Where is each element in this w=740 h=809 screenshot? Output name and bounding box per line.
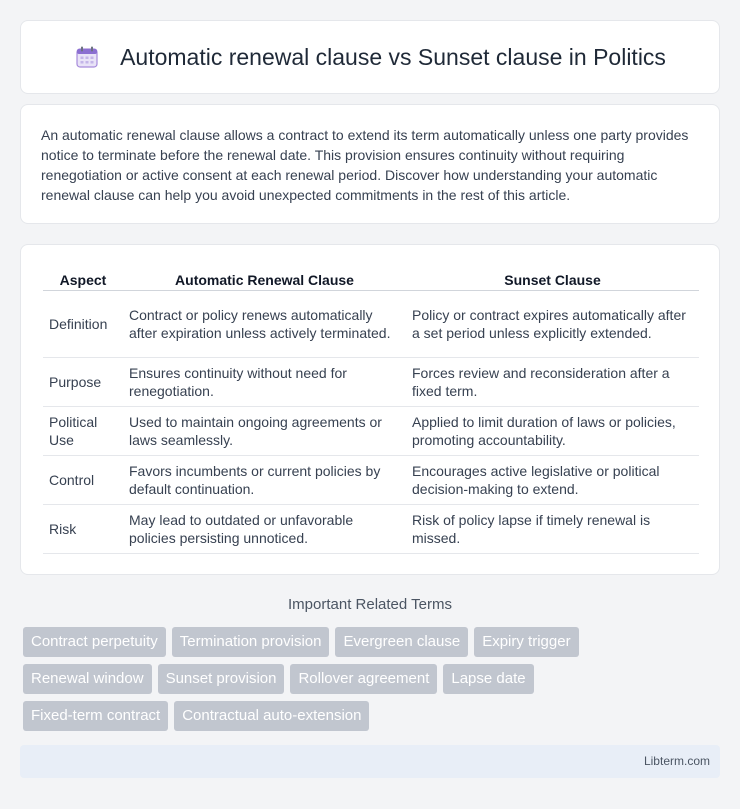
header-aspect: Aspect <box>43 267 123 291</box>
table-row <box>43 291 699 358</box>
intro-card <box>20 104 720 224</box>
table-row <box>43 407 699 456</box>
sunset-cell: Applied to limit duration of laws or policies, promoting accountability. <box>406 407 699 456</box>
related-terms-title: Important Related Terms <box>288 596 452 613</box>
table-row <box>43 505 699 554</box>
tag-contractual-auto-extension[interactable]: Contractual auto-extension <box>174 701 369 731</box>
renewal-cell: May lead to outdated or unfavorable policies persisting unnoticed. <box>123 505 406 554</box>
tag-sunset-provision[interactable]: Sunset provision <box>158 664 285 694</box>
aspect-cell: Political Use <box>43 407 123 456</box>
tag-row <box>23 701 723 731</box>
sunset-cell: Forces review and reconsideration after a fixed term. <box>406 358 699 407</box>
tag-fixed-term-contract[interactable]: Fixed-term contract <box>23 701 168 731</box>
tag-renewal-window[interactable]: Renewal window <box>23 664 152 694</box>
footer <box>20 745 720 778</box>
renewal-cell: Used to maintain ongoing agreements or laws seamlessly. <box>123 407 406 456</box>
intro-text: An automatic renewal clause allows a contract to extend its term automatically unless one party provides notice to terminate before the renewal date. This provision ensures continuity without requiring renegotiation or active consent at each renewal period. Discover how understanding your automatic renewal clause can help you avoid unexpected commitments in the rest of this article. <box>41 127 689 203</box>
comparison-table <box>43 267 699 554</box>
aspect-cell: Risk <box>43 505 123 554</box>
table-row <box>43 358 699 407</box>
sunset-cell: Policy or contract expires automatically after a set period unless explicitly extended. <box>406 291 699 358</box>
calendar-icon <box>74 44 100 70</box>
tag-row <box>23 664 723 694</box>
tag-row <box>23 627 723 657</box>
renewal-cell: Contract or policy renews automatically after expiration unless actively terminated. <box>123 291 406 358</box>
tag-termination-provision[interactable]: Termination provision <box>172 627 330 657</box>
tag-evergreen-clause[interactable]: Evergreen clause <box>335 627 468 657</box>
related-terms <box>23 627 723 738</box>
page-title: Automatic renewal clause vs Sunset clause in Politics <box>120 43 666 70</box>
renewal-cell: Ensures continuity without need for renegotiation. <box>123 358 406 407</box>
tag-lapse-date[interactable]: Lapse date <box>443 664 533 694</box>
aspect-cell: Control <box>43 456 123 505</box>
header-sunset: Sunset Clause <box>406 267 699 291</box>
aspect-cell: Definition <box>43 291 123 358</box>
renewal-cell: Favors incumbents or current policies by default continuation. <box>123 456 406 505</box>
footer-site-link[interactable]: Libterm.com <box>643 754 710 768</box>
aspect-cell: Purpose <box>43 358 123 407</box>
comparison-card <box>20 244 720 575</box>
tag-contract-perpetuity[interactable]: Contract perpetuity <box>23 627 166 657</box>
tag-expiry-trigger[interactable]: Expiry trigger <box>474 627 578 657</box>
header-card <box>20 20 720 94</box>
tag-rollover-agreement[interactable]: Rollover agreement <box>290 664 437 694</box>
sunset-cell: Risk of policy lapse if timely renewal is missed. <box>406 505 699 554</box>
table-row <box>43 456 699 505</box>
sunset-cell: Encourages active legislative or political decision-making to extend. <box>406 456 699 505</box>
header-renewal: Automatic Renewal Clause <box>123 267 406 291</box>
table-header-row <box>43 267 699 291</box>
